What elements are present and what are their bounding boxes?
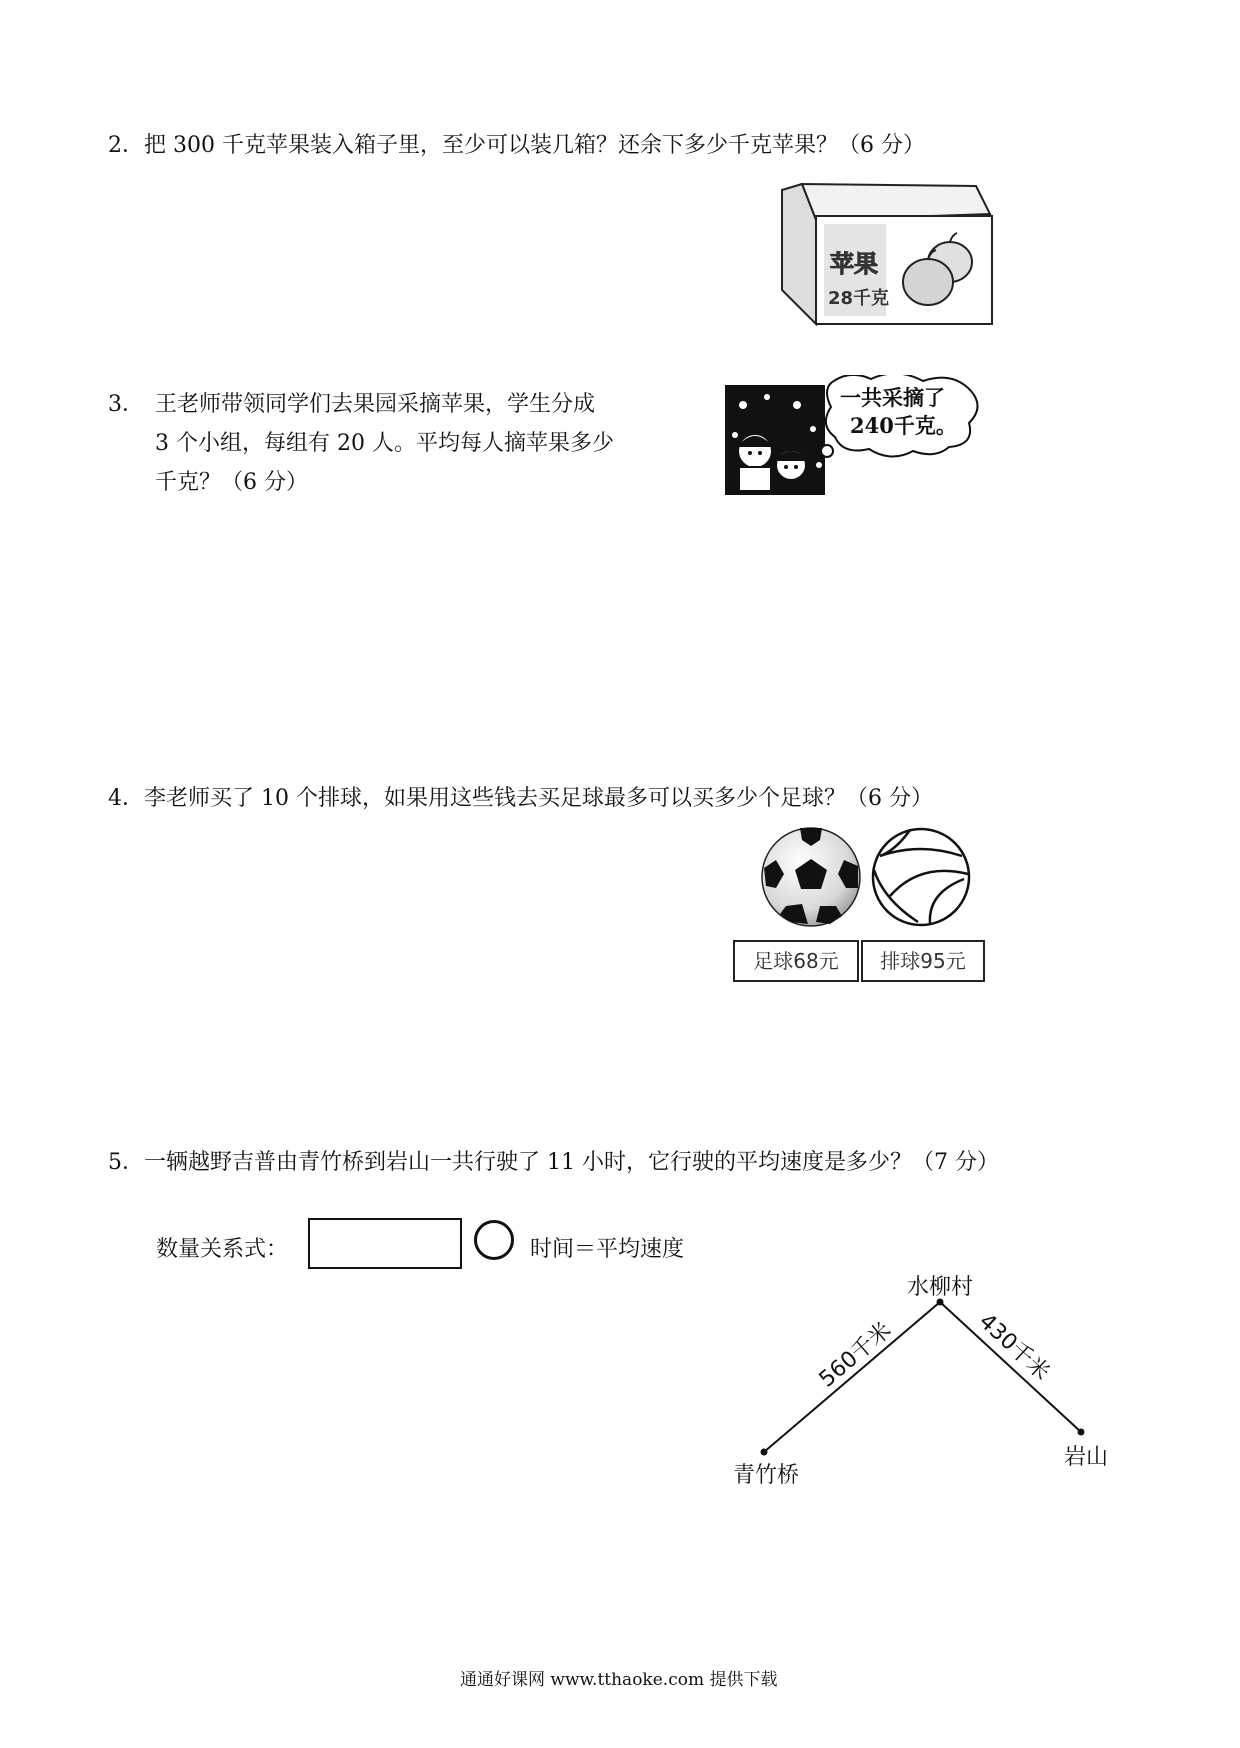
operator-circle[interactable]	[474, 1220, 514, 1260]
question-2-text: 把 300 千克苹果装入箱子里，至少可以装几箱？还余下多少千克苹果？（6 分）	[144, 133, 925, 158]
question-3-number: 3．	[108, 392, 144, 417]
question-2	[108, 133, 925, 159]
question-2-number: 2．	[108, 133, 144, 158]
map-right-mountain: 岩山	[1064, 1445, 1109, 1470]
apple-box-weight: 28千克	[828, 288, 890, 309]
question-3-text	[155, 392, 614, 509]
football-price-tag: 足球68元	[733, 940, 859, 982]
volleyball-price-tag: 排球95元	[861, 940, 985, 982]
question-5-number: 5．	[108, 1150, 144, 1175]
speech-bubble-line-1: 一共采摘了	[840, 385, 945, 410]
apple-box-illustration	[780, 180, 1000, 330]
question-4-text: 李老师买了 10 个排球，如果用这些钱去买足球最多可以买多少个足球？（6 分）	[144, 786, 933, 811]
question-3-line-3: 千克？（6 分）	[155, 470, 308, 495]
relation-tail: 时间＝平均速度	[530, 1237, 685, 1262]
map-left-bridge: 青竹桥	[733, 1463, 800, 1488]
question-5	[108, 1150, 999, 1176]
route-map	[740, 1280, 1100, 1480]
relation-answer-box[interactable]	[308, 1218, 462, 1269]
question-3-line-1: 王老师带领同学们去果园采摘苹果，学生分成	[155, 392, 596, 417]
volleyball-icon	[870, 826, 972, 928]
question-5-text: 一辆越野吉普由青竹桥到岩山一共行驶了 11 小时，它行驶的平均速度是多少？（7 分）	[144, 1150, 999, 1175]
relation-label: 数量关系式：	[156, 1237, 289, 1262]
question-4	[108, 786, 933, 812]
question-3-line-2: 3 个小组，每组有 20 人。平均每人摘苹果多少	[155, 431, 614, 456]
question-4-number: 4．	[108, 786, 144, 811]
speech-bubble-line-2: 240千克。	[850, 413, 957, 438]
football-icon	[760, 826, 862, 928]
footer-credit: 通通好课网 www.tthaoke.com 提供下载	[460, 1670, 778, 1690]
right-distance-label: 430千米	[973, 1309, 1055, 1386]
apple-box-label: 苹果	[830, 250, 878, 278]
map-top-village: 水柳村	[907, 1275, 974, 1300]
left-distance-label: 560千米	[814, 1317, 897, 1393]
